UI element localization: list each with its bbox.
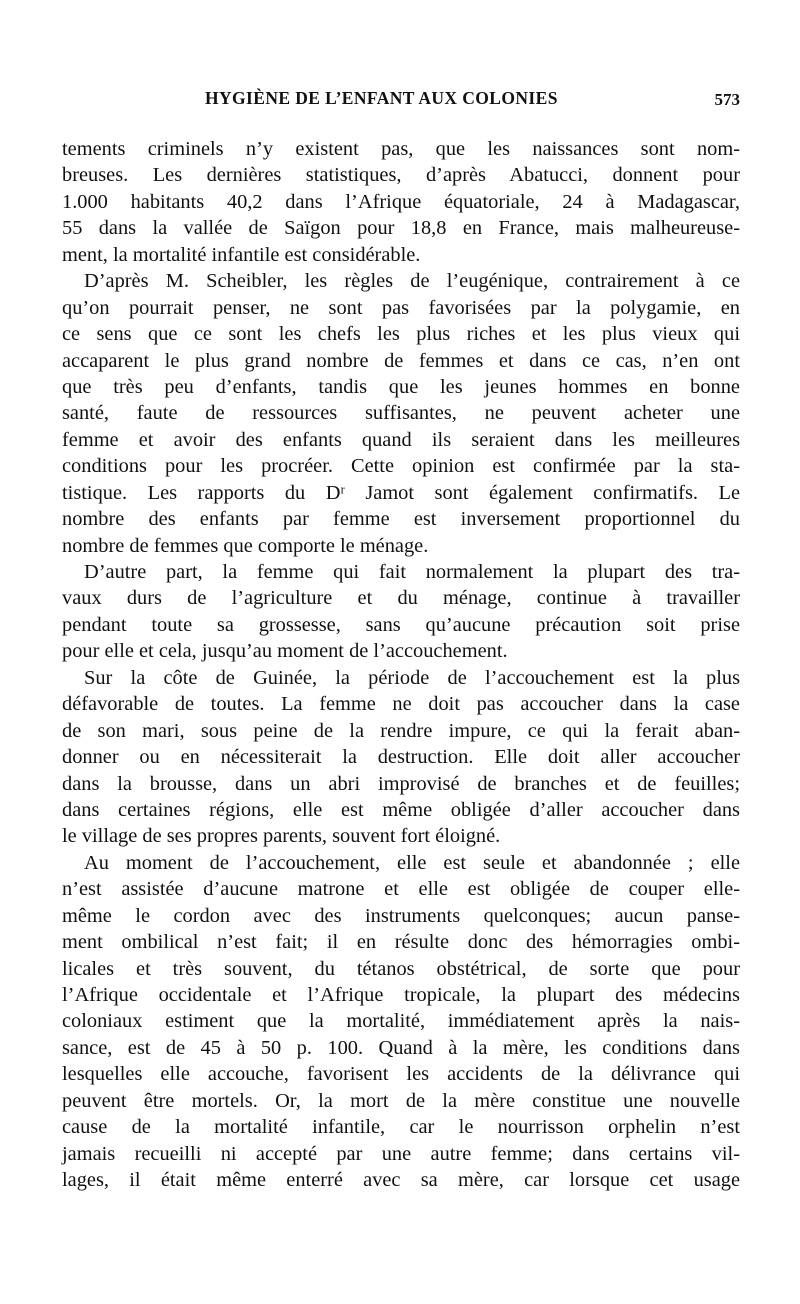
text-line: ment, la mortalité infantile est considérable. bbox=[62, 243, 421, 266]
text-line: vaux durs de l’agriculture et du ménage, continue à travailler bbox=[62, 587, 740, 610]
text-line: même le cordon avec des instruments quelconques; aucun panse- bbox=[62, 904, 740, 927]
text-line: ment ombilical n’est fait; il en résulte donc des hémorragies ombi- bbox=[62, 931, 740, 954]
text-line: qu’on pourrait penser, ne sont pas favorisées par la polygamie, en bbox=[62, 296, 740, 319]
text-line: peuvent être mortels. Or, la mort de la mère constitue une nouvelle bbox=[62, 1089, 740, 1112]
text-line: tements criminels n’y existent pas, que les naissances sont nom- bbox=[62, 138, 740, 160]
text-line: pour elle et cela, jusqu’au moment de l’accouchement. bbox=[62, 640, 508, 663]
text-line: dans la brousse, dans un abri improvisé de branches et de feuilles; bbox=[62, 772, 740, 795]
text-line: femme et avoir des enfants quand ils seraient dans les meilleures bbox=[62, 428, 740, 451]
body-text bbox=[62, 136, 740, 1194]
text-line: nombre des enfants par femme est inversement proportionnel du bbox=[62, 508, 740, 531]
text-line: conditions pour les procréer. Cette opinion est confirmée par la sta- bbox=[62, 455, 740, 478]
text-line: coloniaux estiment que la mortalité, immédiatement après la nais- bbox=[62, 1010, 740, 1033]
text-line: licales et très souvent, du tétanos obstétrical, de sorte que pour bbox=[62, 957, 740, 980]
text-line: sance, est de 45 à 50 p. 100. Quand à la mère, les conditions dans bbox=[62, 1036, 740, 1059]
text-line: donner ou en nécessiterait la destruction. Elle doit aller accoucher bbox=[62, 746, 740, 769]
running-title: HYGIÈNE DE L’ENFANT AUX COLONIES bbox=[205, 88, 558, 108]
text-line: que très peu d’enfants, tandis que les jeunes hommes en bonne bbox=[62, 375, 740, 398]
text-line: de son mari, sous peine de la rendre impure, ce qui la ferait aban- bbox=[62, 719, 740, 742]
text-line: tistique. Les rapports du Dʳ Jamot sont également confirmatifs. Le bbox=[62, 481, 740, 504]
text-line: le village de ses propres parents, souvent fort éloigné. bbox=[62, 825, 501, 848]
text-line: santé, faute de ressources suffisantes, ne peuvent acheter une bbox=[62, 402, 740, 425]
text-line: dans certaines régions, elle est même obligée d’aller accoucher dans bbox=[62, 798, 740, 821]
text-line: 1.000 habitants 40,2 dans l’Afrique équatoriale, 24 à Madagascar, bbox=[62, 190, 740, 213]
text-line: nombre de femmes que comporte le ménage. bbox=[62, 534, 429, 557]
page-header bbox=[62, 88, 740, 118]
text-line: Sur la côte de Guinée, la période de l’accouchement est la plus bbox=[84, 666, 740, 689]
text-line: jamais recueilli ni accepté par une autre femme; dans certains vil- bbox=[62, 1142, 740, 1165]
text-line: accaparent le plus grand nombre de femmes et dans ce cas, n’en ont bbox=[62, 349, 740, 372]
text-line: lages, il était même enterré avec sa mère, car lorsque cet usage bbox=[62, 1169, 740, 1192]
text-line: D’après M. Scheibler, les règles de l’eugénique, contrairement à ce bbox=[84, 270, 740, 293]
text-line: Au moment de l’accouchement, elle est seule et abandonnée ; elle bbox=[84, 851, 740, 874]
text-line: pendant toute sa grossesse, sans qu’aucune précaution soit prise bbox=[62, 613, 740, 636]
text-line: défavorable de toutes. La femme ne doit pas accoucher dans la case bbox=[62, 693, 740, 716]
text-line: ce sens que ce sont les chefs les plus riches et les plus vieux qui bbox=[62, 323, 740, 346]
text-line: breuses. Les dernières statistiques, d’après Abatucci, donnent pour bbox=[62, 164, 740, 187]
text-line: 55 dans la vallée de Saïgon pour 18,8 en France, mais malheureuse- bbox=[62, 217, 740, 240]
text-line: l’Afrique occidentale et l’Afrique tropicale, la plupart des médecins bbox=[62, 984, 740, 1006]
text-line: lesquelles elle accouche, favorisent les accidents de la délivrance qui bbox=[62, 1063, 740, 1086]
page-number: 573 bbox=[714, 90, 740, 109]
text-line: n’est assistée d’aucune matrone et elle est obligée de couper elle- bbox=[62, 878, 740, 901]
text-line: cause de la mortalité infantile, car le nourrisson orphelin n’est bbox=[62, 1116, 740, 1139]
text-line: D’autre part, la femme qui fait normalement la plupart des tra- bbox=[84, 561, 740, 583]
